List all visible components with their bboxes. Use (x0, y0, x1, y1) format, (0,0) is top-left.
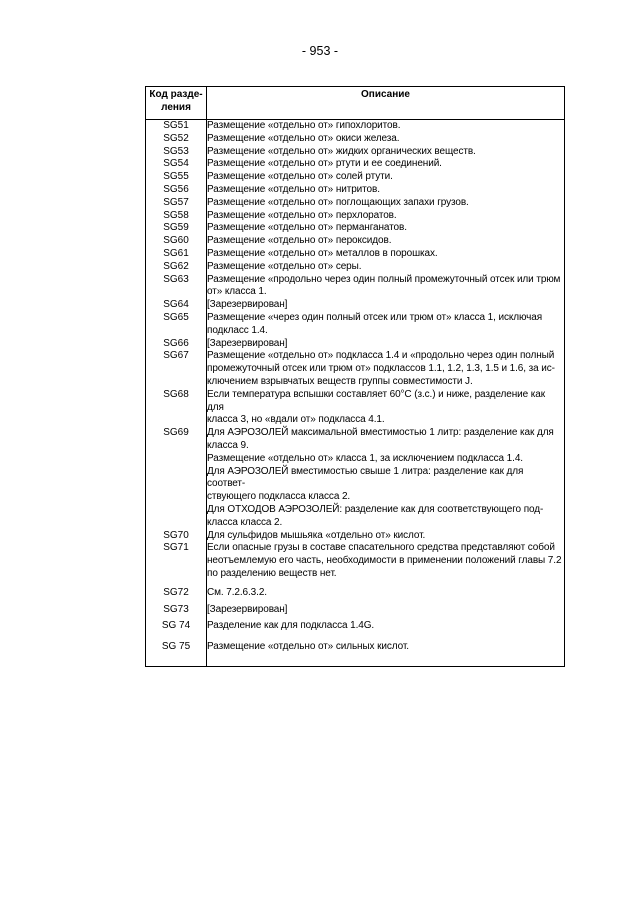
description-line: Размещение «отдельно от» солей ртути. (207, 171, 393, 183)
row-description (207, 235, 565, 248)
row-code: SG54 (146, 158, 207, 171)
row-code: SG51 (146, 120, 207, 133)
description-line: Для сульфидов мышьяка «отдельно от» кислот. (207, 529, 426, 541)
row-code: SG53 (146, 146, 207, 159)
row-description (207, 184, 565, 197)
description-line: класса 9. (207, 439, 249, 451)
row-code: SG62 (146, 261, 207, 274)
description-line: Размещение «отдельно от» перманганатов. (207, 222, 407, 234)
description-line: Размещение «отдельно от» гипохлоритов. (207, 120, 401, 131)
description-line: подкласс 1.4. (207, 324, 268, 336)
table-row (146, 299, 565, 312)
row-description (207, 427, 565, 529)
row-description (207, 133, 565, 146)
row-description (207, 299, 565, 312)
row-code: SG70 (146, 530, 207, 543)
header-description: Описание (207, 87, 565, 120)
row-description (207, 338, 565, 351)
description-line: промежуточный отсек или трюм от» подклассов 1.1, 1.2, 1.3, 1.5 и 1.6, за ис- (207, 363, 555, 375)
description-line: Размещение «через один полный отсек или трюм от» класса 1, исключая (207, 311, 543, 323)
row-code: SG59 (146, 222, 207, 235)
description-line: Если опасные грузы в составе спасательного средства представляют собой (207, 542, 555, 554)
description-line: Размещение «отдельно от» перхлоратов. (207, 209, 397, 221)
row-description (207, 171, 565, 184)
table-row (146, 261, 565, 274)
table-row (146, 158, 565, 171)
table-row (146, 338, 565, 351)
description-line: См. 7.2.6.3.2. (207, 586, 267, 598)
description-line: Если температура вспышки составляет 60°C (з.с.) и ниже, разделение как для (207, 388, 546, 413)
row-code: SG61 (146, 248, 207, 261)
page-number: - 953 - (301, 44, 339, 58)
table-row (146, 171, 565, 184)
row-code: SG69 (146, 427, 207, 529)
description-line: Размещение «отдельно от» серы. (207, 260, 362, 272)
row-code: SG58 (146, 210, 207, 223)
row-description (207, 542, 565, 580)
row-code: SG68 (146, 389, 207, 427)
table-row (146, 599, 565, 617)
description-line: от» класса 1. (207, 286, 267, 298)
description-line: Размещение «отдельно от» сильных кислот. (207, 641, 409, 653)
row-description (207, 158, 565, 171)
row-description (207, 617, 565, 633)
table-row (146, 312, 565, 338)
description-line: Размещение «продольно через один полный промежуточный отсек или трюм (207, 273, 561, 285)
row-code: SG66 (146, 338, 207, 351)
row-description (207, 274, 565, 300)
description-line: по разделению веществ нет. (207, 567, 337, 579)
description-line: [Зарезервирован] (207, 337, 288, 349)
table-row (146, 235, 565, 248)
table-row (146, 120, 565, 133)
row-description (207, 581, 565, 600)
description-line: неотъемлемую его часть, необходимости в применении положений главы 7.2 (207, 555, 562, 567)
row-description (207, 146, 565, 159)
table-row (146, 542, 565, 580)
table-row (146, 146, 565, 159)
description-line: Размещение «отдельно от» нитритов. (207, 183, 380, 195)
description-line: [Зарезервирован] (207, 604, 288, 616)
description-line: Размещение «отдельно от» поглощающих запахи грузов. (207, 196, 469, 208)
description-line: ствующего подкласса класса 2. (207, 491, 351, 503)
segregation-codes-table (145, 86, 565, 667)
row-code: SG63 (146, 274, 207, 300)
row-description (207, 530, 565, 543)
table-header-row (146, 87, 565, 120)
header-code-line: ления (161, 101, 191, 113)
row-code: SG72 (146, 581, 207, 600)
table-row (146, 633, 565, 666)
row-description (207, 222, 565, 235)
row-code: SG52 (146, 133, 207, 146)
header-code-line: Код разде- (149, 89, 203, 100)
table-row (146, 248, 565, 261)
row-description (207, 197, 565, 210)
description-line: класса 3, но «вдали от» подкласса 4.1. (207, 414, 385, 426)
description-line: Размещение «отдельно от» окиси железа. (207, 132, 400, 144)
table-row (146, 184, 565, 197)
table-row (146, 617, 565, 633)
table-body (146, 120, 565, 667)
row-description (207, 210, 565, 223)
description-line: класса класса 2. (207, 516, 283, 528)
row-code: SG55 (146, 171, 207, 184)
description-line: ключением взрывчатых веществ группы совместимости J. (207, 375, 473, 387)
row-description (207, 389, 565, 427)
description-line: Для АЭРОЗОЛЕЙ вместимостью свыше 1 литра: разделение как для соответ- (207, 465, 524, 490)
row-code: SG 74 (146, 617, 207, 633)
row-description (207, 312, 565, 338)
description-line: [Зарезервирован] (207, 299, 288, 311)
description-line: Для АЭРОЗОЛЕЙ максимальной вместимостью 1 литр: разделение как для (207, 427, 554, 439)
description-line: Для ОТХОДОВ АЭРОЗОЛЕЙ: разделение как для соответствующего под- (207, 503, 544, 515)
row-code: SG 75 (146, 633, 207, 666)
row-code: SG65 (146, 312, 207, 338)
row-code: SG73 (146, 599, 207, 617)
description-line: Размещение «отдельно от» металлов в порошках. (207, 247, 438, 259)
description-line: Размещение «отдельно от» ртути и ее соединений. (207, 158, 442, 170)
table-row (146, 274, 565, 300)
table-row (146, 197, 565, 210)
row-description (207, 120, 565, 133)
row-code: SG56 (146, 184, 207, 197)
row-description (207, 248, 565, 261)
table-row (146, 530, 565, 543)
description-line: Размещение «отдельно от» пероксидов. (207, 235, 392, 247)
table-row (146, 222, 565, 235)
description-line: Размещение «отдельно от» класса 1, за исключением подкласса 1.4. (207, 452, 523, 464)
row-code: SG57 (146, 197, 207, 210)
row-code: SG60 (146, 235, 207, 248)
table-row (146, 427, 565, 529)
row-code: SG67 (146, 350, 207, 388)
row-code: SG71 (146, 542, 207, 580)
row-description (207, 350, 565, 388)
table-row (146, 133, 565, 146)
row-code: SG64 (146, 299, 207, 312)
description-line: Разделение как для подкласса 1.4G. (207, 620, 375, 632)
description-line: Размещение «отдельно от» жидких органических веществ. (207, 145, 476, 157)
table-row (146, 210, 565, 223)
description-line: Размещение «отдельно от» подкласса 1.4 и «продольно через один полный (207, 350, 555, 362)
table-row (146, 350, 565, 388)
table-row (146, 389, 565, 427)
row-description (207, 633, 565, 666)
table-row (146, 581, 565, 600)
row-description (207, 599, 565, 617)
row-description (207, 261, 565, 274)
header-code (146, 87, 207, 120)
